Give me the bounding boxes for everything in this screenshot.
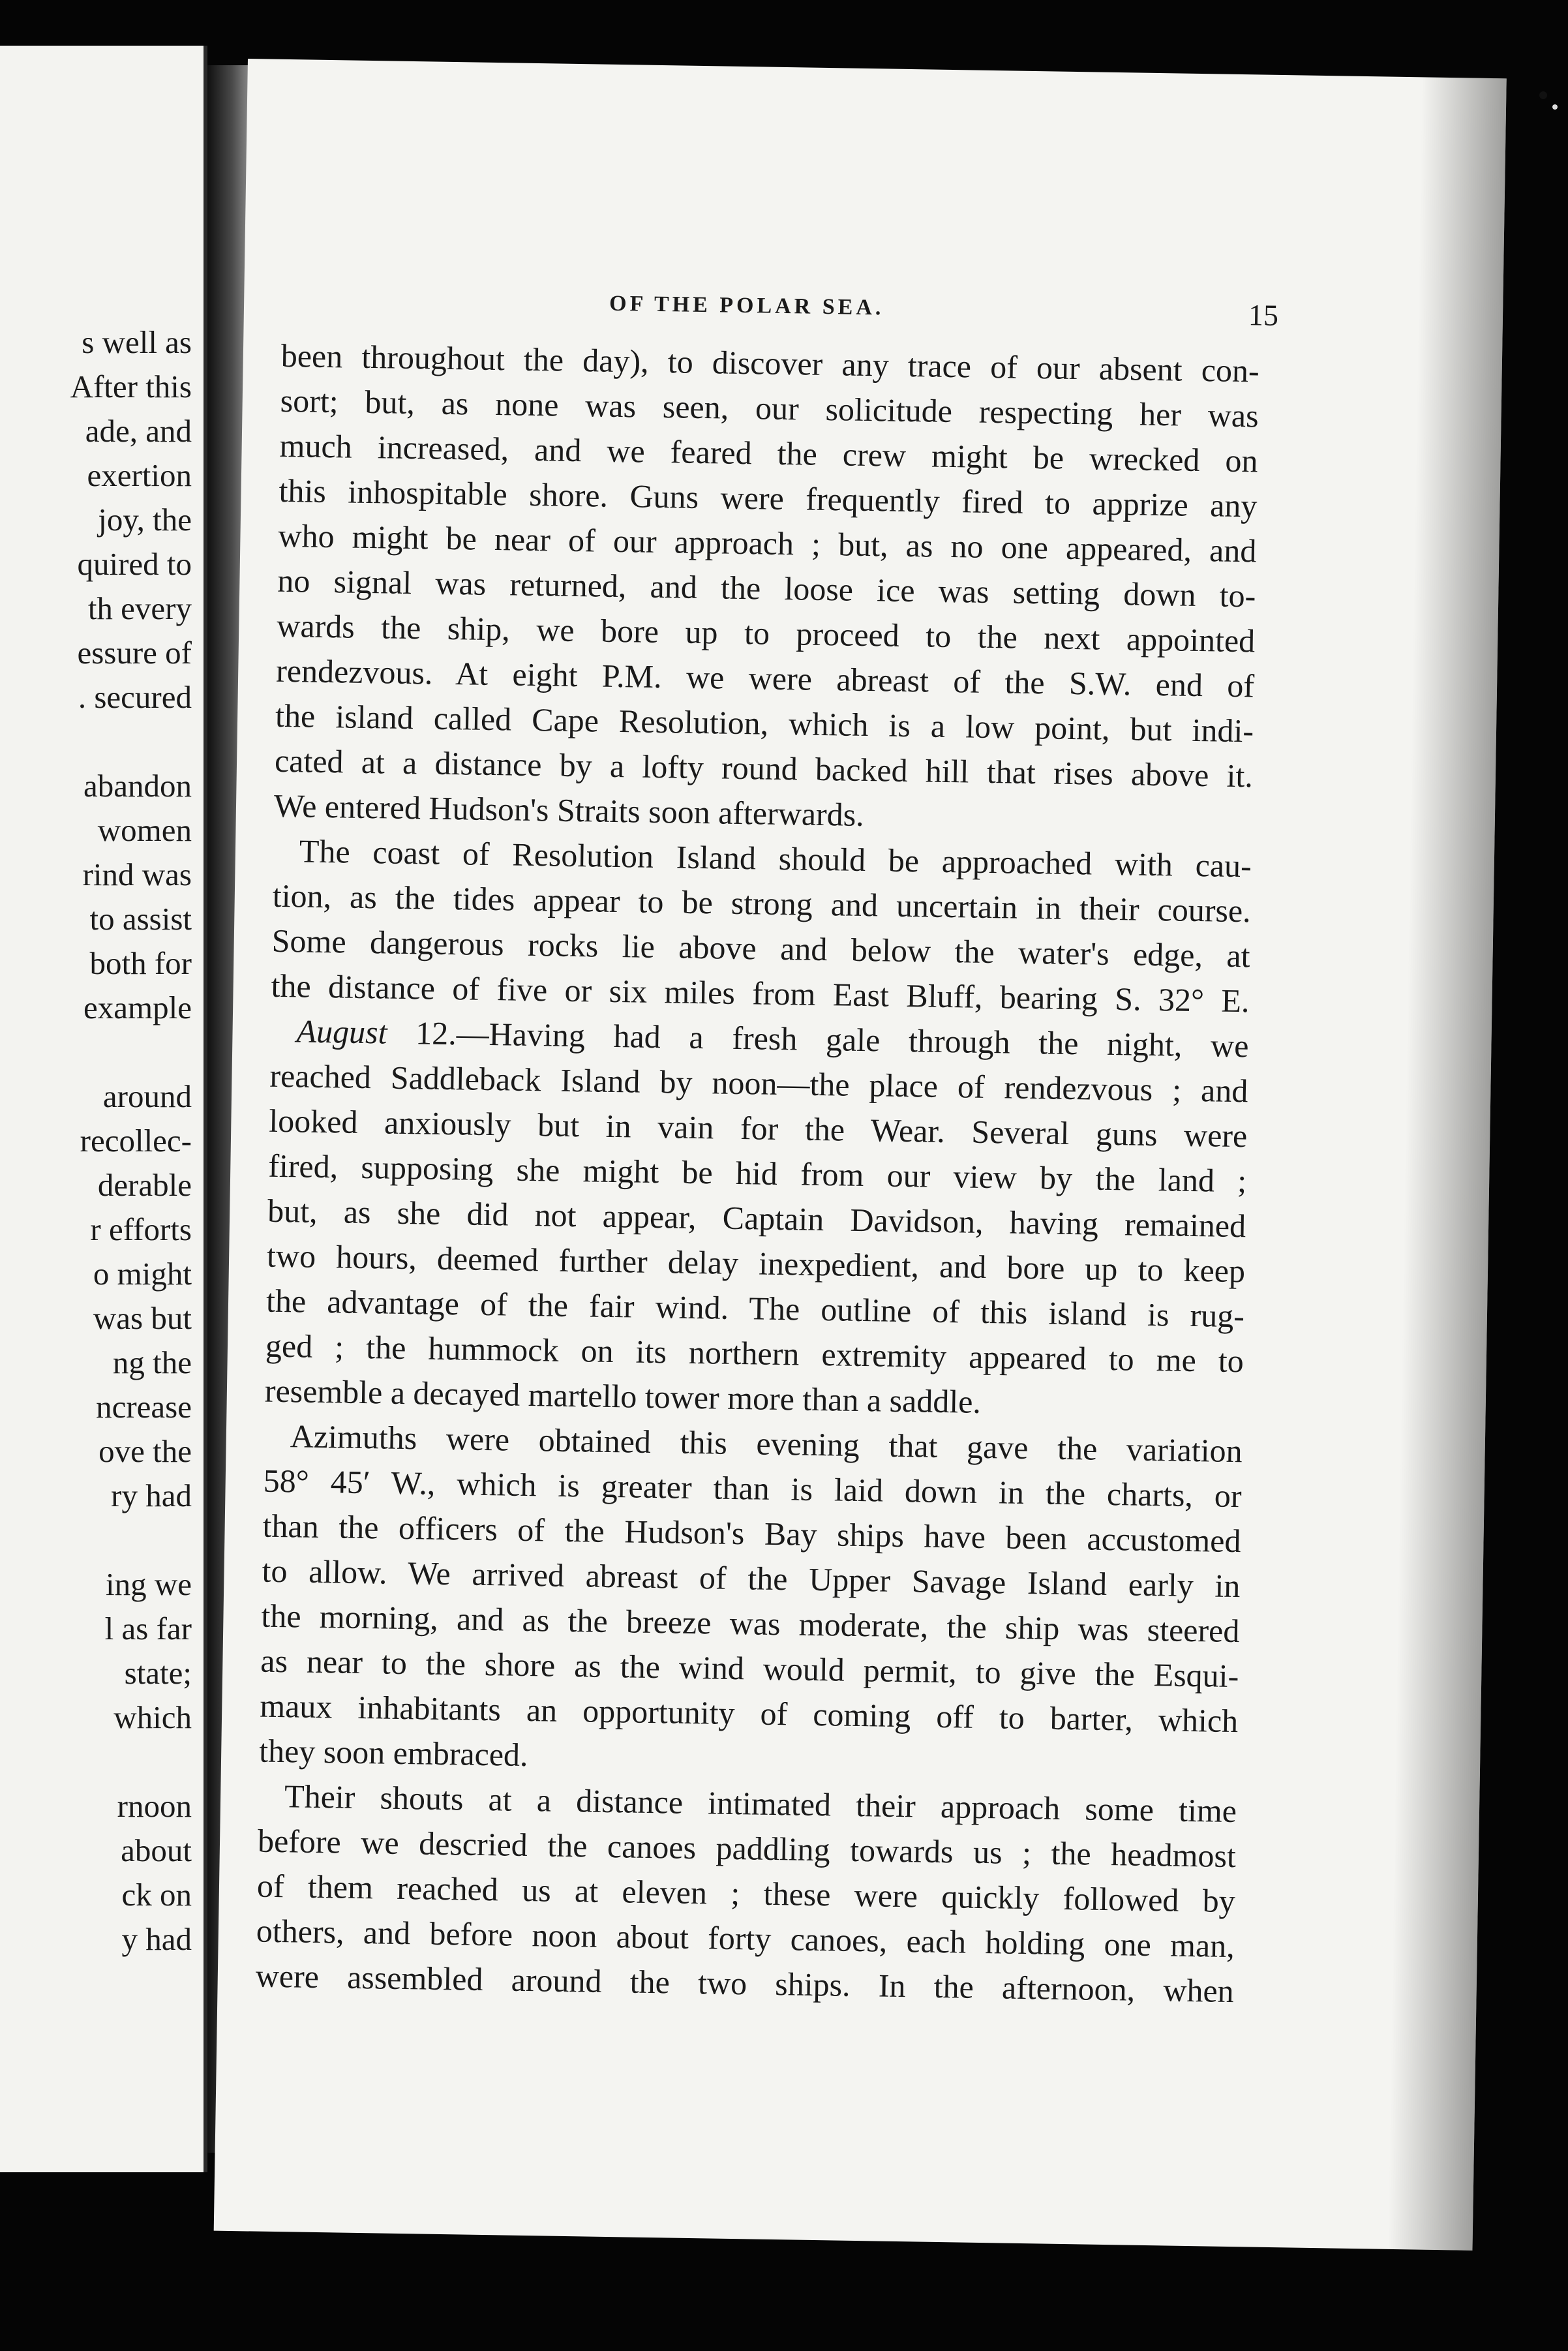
- text-line: they soon embraced.: [258, 1732, 529, 1774]
- left-page: [0, 46, 207, 2172]
- left-page-line: rind was: [82, 857, 192, 892]
- left-page-line: both for: [89, 945, 192, 981]
- left-page-line: derable: [97, 1167, 192, 1203]
- text-line: Azimuths were obtained this evening that gave the variation: [290, 1418, 1243, 1470]
- left-page-line: quired to: [77, 546, 192, 582]
- text-line: The coast of Resolution Island should be approached with cau-: [299, 832, 1252, 885]
- left-page-line: which: [113, 1699, 192, 1735]
- left-page-line: state;: [124, 1655, 192, 1691]
- left-page-line: . secured: [78, 679, 192, 715]
- left-page-line: exertion: [87, 457, 192, 493]
- left-page-line: was but: [93, 1300, 192, 1336]
- dust-speck: [1539, 91, 1547, 99]
- left-page-line: After this: [70, 369, 192, 404]
- left-page-line: ry had: [111, 1478, 192, 1513]
- left-page-line: y had: [121, 1921, 192, 1957]
- dust-speck: [1552, 104, 1558, 110]
- text-line: no signal was returned, and the loose ice was setting down to-: [277, 562, 1256, 614]
- text-line: others, and before noon about forty canoes, each holding one man,: [256, 1912, 1235, 1965]
- text-line: been throughout the day), to discover any trace of our absent con-: [280, 337, 1260, 389]
- text-line: We entered Hudson's Straits soon afterwards.: [273, 787, 865, 833]
- left-page-line: essure of: [77, 635, 192, 671]
- left-page-line: ing we: [106, 1566, 192, 1602]
- text-line: to allow. We arrived abreast of the Upper Savage Island early in: [262, 1552, 1241, 1605]
- text-line: looked anxiously but in vain for the Wear. Several guns were: [268, 1102, 1248, 1155]
- text-line: much increased, and we feared the crew might be wrecked on: [279, 427, 1258, 479]
- text-line: sort; but, as none was seen, our solicitude respecting her was: [280, 382, 1259, 434]
- left-page-line: s well as: [82, 324, 192, 360]
- left-page-line: ade, and: [85, 413, 192, 449]
- left-page-line: ck on: [121, 1877, 192, 1913]
- left-page-line: joy, the: [98, 502, 192, 538]
- page-edge-shadow: [1387, 77, 1506, 2251]
- running-head: OF THE POLAR SEA.: [609, 291, 884, 320]
- text-line: maux inhabitants an opportunity of coming off to barter, which: [259, 1687, 1239, 1740]
- left-page-line: o might: [93, 1256, 192, 1292]
- left-page-line: ncrease: [96, 1389, 192, 1425]
- text-line: this inhospitable shore. Guns were frequently fired to apprize any: [279, 472, 1258, 524]
- left-page-line: example: [83, 990, 192, 1025]
- text-line: rendezvous. At eight P.M. we were abreast of the S.W. end of: [275, 652, 1255, 705]
- left-page-line: ng the: [112, 1344, 192, 1380]
- right-page: [214, 59, 1507, 2251]
- text-line: ged ; the hummock on its northern extremity appeared to me to: [265, 1327, 1244, 1380]
- left-page-line: r efforts: [90, 1211, 192, 1247]
- text-line: fired, supposing she might be hid from our view by the land ;: [267, 1147, 1247, 1200]
- text-line: the advantage of the fair wind. The outline of this island is rug-: [265, 1282, 1245, 1335]
- text-line: cated at a distance by a lofty round backed hill that rises above it.: [274, 742, 1254, 795]
- text-line: but, as she did not appear, Captain Davidson, having remained: [267, 1192, 1246, 1245]
- text-line: wards the ship, we bore up to proceed to the next appointed: [276, 607, 1256, 660]
- text-line: reached Saddleback Island by noon—the place of rendezvous ; and: [269, 1057, 1248, 1110]
- body-text: [255, 333, 1259, 2014]
- text-line: two hours, deemed further delay inexpedient, and bore up to keep: [266, 1237, 1246, 1290]
- left-page-line: rnoon: [117, 1788, 192, 1824]
- text-line: were assembled around the two ships. In the afternoon, when: [255, 1957, 1235, 2010]
- text-line: the island called Cape Resolution, which is a low point, but indi-: [275, 697, 1254, 750]
- text-line: tion, as the tides appear to be strong and uncertain in their course.: [272, 877, 1252, 930]
- left-page-line: to assist: [89, 901, 192, 937]
- left-page-line: l as far: [104, 1611, 192, 1646]
- text-line: as near to the shore as the wind would permit, to give the Esqui-: [260, 1642, 1239, 1695]
- text-line-rest: 12.—Having had a fresh gale through the night, we: [387, 1014, 1249, 1065]
- text-line: before we descried the canoes paddling towards us ; the headmost: [257, 1822, 1237, 1875]
- text-line: than the officers of the Hudson's Bay ships have been accustomed: [262, 1507, 1241, 1560]
- text-line: of them reached us at eleven ; these were quickly followed by: [256, 1867, 1236, 1920]
- left-page-line: abandon: [83, 768, 192, 804]
- text-line: 58° 45′ W., which is greater than is laid down in the charts, or: [263, 1462, 1243, 1515]
- left-page-line: th every: [87, 590, 192, 626]
- text-line: Some dangerous rocks lie above and below the water's edge, at: [271, 922, 1251, 975]
- date-italic: August: [296, 1012, 387, 1051]
- text-line: who might be near of our approach ; but, as no one appeared, and: [278, 517, 1257, 569]
- text-line: Their shouts at a distance intimated their approach some time: [284, 1778, 1237, 1830]
- text-line: the morning, and as the breeze was moderate, the ship was steered: [261, 1597, 1240, 1650]
- left-page-line: around: [102, 1078, 192, 1114]
- left-page-line: recollec-: [80, 1123, 192, 1159]
- left-page-line: ove the: [98, 1433, 192, 1469]
- page-number: 15: [1248, 298, 1279, 332]
- left-page-line: women: [97, 812, 192, 848]
- text-line: resemble a decayed martello tower more than a saddle.: [264, 1372, 982, 1420]
- left-page-line: about: [121, 1832, 192, 1868]
- text-line: the distance of five or six miles from East Bluff, bearing S. 32° E.: [271, 967, 1250, 1020]
